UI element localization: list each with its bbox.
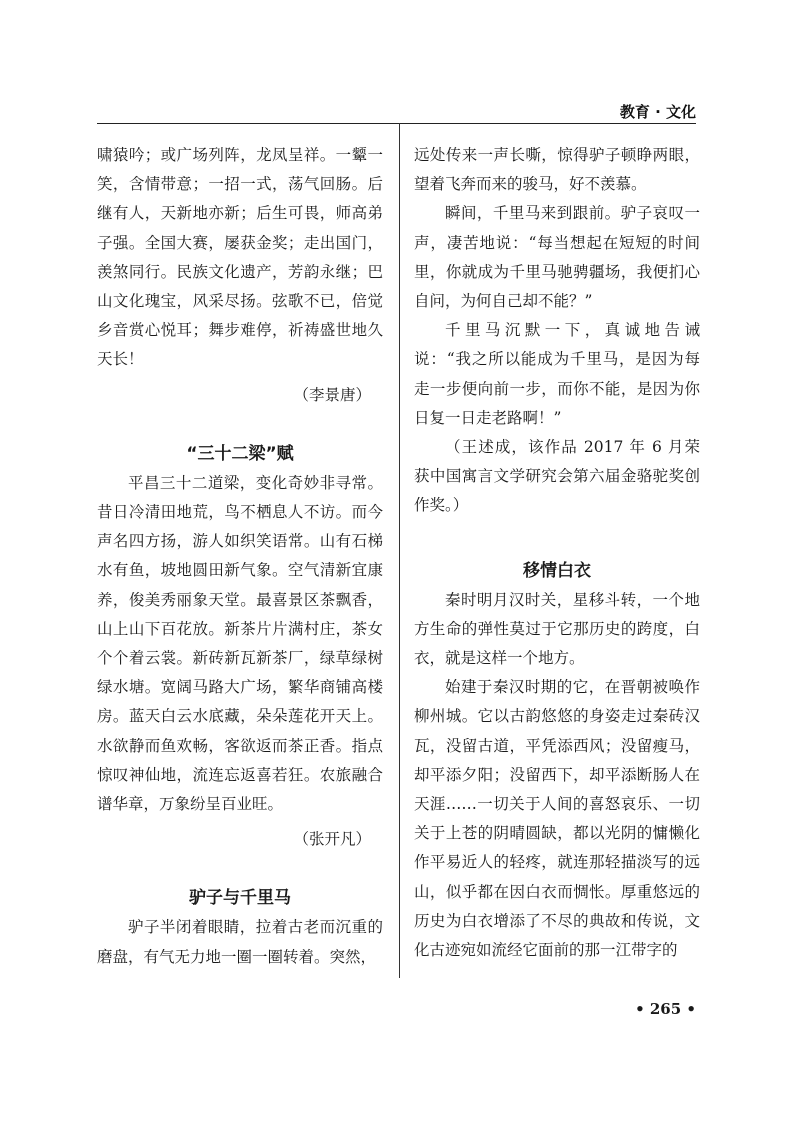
article-body-yiqingbaiyi-p1: 秦时明月汉时关，星移斗转，一个地方生命的弹性莫过于它那历史的跨度，白衣，就是这样一个地方。: [414, 590, 700, 668]
left-column: [97, 141, 383, 972]
right-column: [414, 141, 700, 965]
intro-paragraph: 啸猿吟；或广场列阵，龙凤呈祥。一颦一笑，含情带意；一招一式，荡气回肠。后继有人，天新地亦新；后生可畏，师高弟子强。全国大赛，屡获金奖；走出国门，羡煞同行。民族文化遗产，芳韵永继；巴山文化瑰宝，风采尽扬。弦歌不已，倍觉乡音赏心悦耳；舞步难停，祈祷盛世地久天长！: [97, 146, 383, 369]
article-note-lvzi: （王述成，该作品 2017 年 6 月荣获中国寓言文学研究会第六届金骆驼奖创作奖。）: [414, 438, 700, 515]
article-body-lvzi-start: 驴子半闭着眼睛，拉着古老而沉重的磨盘，有气无力地一圈一圈转着。突然，: [97, 918, 383, 966]
article-body-yiqingbaiyi-p2: 始建于秦汉时期的它，在晋朝被唤作柳州城。它以古韵悠悠的身姿走过秦砖汉瓦，没留古道，平凭添西风；没留瘦马，却平添夕阳；没留西下，却平添断肠人在天涯……一切关于人间的喜怒哀乐、一切关于上苍的阴晴圆缺，都以光阴的慵懒化作平易近人的轻疼，就连那轻描淡写的远山，似乎都在因白衣而惆怅。厚重悠远的历史为白衣增添了不尽的典故和传说，文化古迹宛如流经它面前的那一江带字的: [414, 678, 700, 960]
article-body-lvzi-p2: 瞬间，千里马来到跟前。驴子哀叹一声，凄苦地说：“每当想起在短短的时间里，你就成为千里马驰骋疆场，我便扪心自问，为何自己却不能？”: [414, 204, 700, 311]
article-body-sanshierliang: 平昌三十二道梁，变化奇妙非寻常。昔日冷清田地荒，鸟不栖息人不访。而今声名四方扬，游人如织笑语常。山有石梯水有鱼，坡地圆田新气象。空气清新宜康养，俊美秀丽象天堂。最喜景区茶飘香，山上山下百花放。新茶片片满村庄，茶女个个着云裳。新砖新瓦新茶厂，绿草绿树绿水塘。宽阔马路大广场，繁华商铺高楼房。蓝天白云水底藏，朵朵莲花开天上。水欲静而鱼欢畅，客欲返而茶正香。指点惊叹神仙地，流连忘返喜若狂。农旅融合谱华章，万象纷呈百业旺。: [97, 473, 383, 814]
header-rule: [97, 123, 696, 124]
column-divider: [399, 123, 400, 978]
section-header: 教育 · 文化: [619, 103, 696, 121]
article-body-lvzi-p1: 远处传来一声长嘶，惊得驴子顿睁两眼，望着飞奔而来的骏马，好不羡慕。: [414, 146, 700, 194]
article-title-sanshierliang: “三十二梁”赋: [186, 443, 294, 464]
page-number: • 265 •: [635, 1000, 696, 1018]
article-body-lvzi-p3: 千里马沉默一下，真诚地告诫说：“我之所以能成为千里马，是因为每走一步便向前一步，而你不能，是因为你日复一日走老路啊！”: [414, 321, 700, 427]
intro-author: （李景唐）: [293, 385, 371, 404]
article-title-yiqingbaiyi: 移情白衣: [523, 560, 591, 581]
article-author-sanshierliang: （张开凡）: [293, 830, 371, 849]
article-title-lvzi: 驴子与千里马: [189, 888, 291, 909]
